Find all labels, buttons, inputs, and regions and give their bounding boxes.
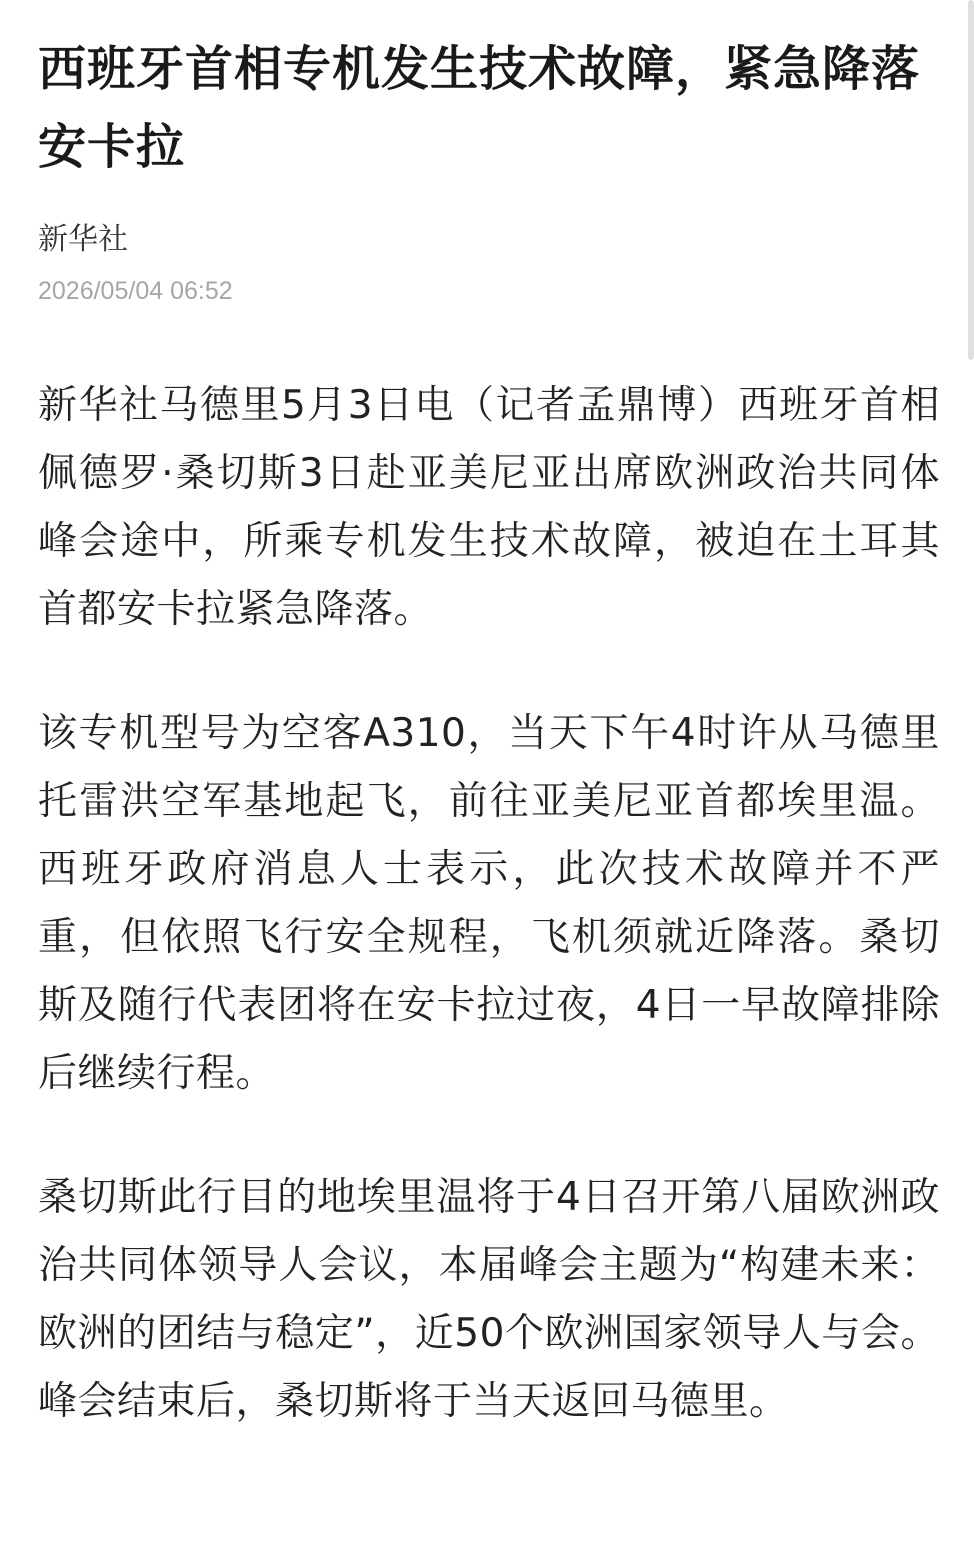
- article-paragraph: 桑切斯此行目的地埃里温将于4日召开第八届欧洲政治共同体领导人会议，本届峰会主题为“构建未来：欧洲的团结与稳定”，近50个欧洲国家领导人与会。峰会结束后，桑切斯将于当天返回马德里。: [38, 1175, 940, 1424]
- scrollbar-thumb[interactable]: [968, 0, 974, 360]
- publish-timestamp: 2026/05/04 06:52: [38, 277, 233, 305]
- article-source[interactable]: 新华社: [38, 222, 128, 257]
- article-title: 西班牙首相专机发生技术故障，紧急降落安卡拉: [38, 41, 921, 175]
- article-paragraph: 该专机型号为空客A310，当天下午4时许从马德里托雷洪空军基地起飞，前往亚美尼亚首都埃里温。西班牙政府消息人士表示，此次技术故障并不严重，但依照飞行安全规程，飞机须就近降落。桑切斯及随行代表团将在安卡拉过夜，4日一早故障排除后继续行程。: [38, 711, 940, 1096]
- article-body: [38, 372, 940, 1436]
- watermark-logo: [500, 1518, 590, 1544]
- article-paragraph: 新华社马德里5月3日电（记者孟鼎博）西班牙首相佩德罗·桑切斯3日赴亚美尼亚出席欧洲政治共同体峰会途中，所乘专机发生技术故障，被迫在土耳其首都安卡拉紧急降落。: [38, 383, 940, 632]
- news-article: [38, 0, 940, 1492]
